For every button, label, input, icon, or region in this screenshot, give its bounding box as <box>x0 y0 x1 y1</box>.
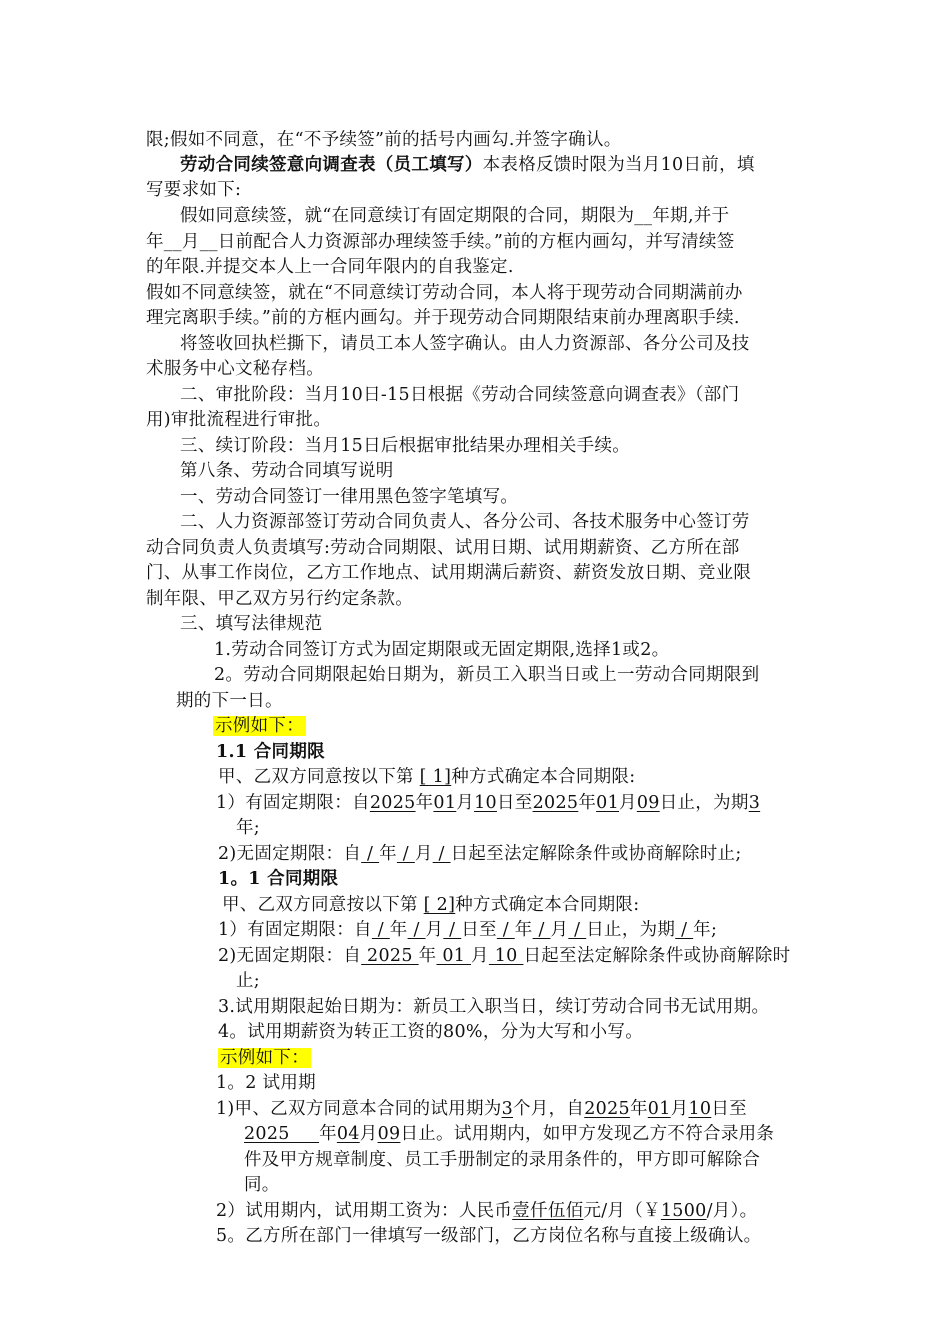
example-line: 1）有固定期限：自2025年01月10日至2025年01月09日止，为期3 <box>216 793 761 813</box>
paragraph-line: 限;假如不同意，在“不予续签”前的括号内画勾.并签字确认。 <box>146 130 622 150</box>
rule-item: 5。乙方所在部门一律填写一级部门，乙方岗位名称与直接上级确认。 <box>216 1226 762 1246</box>
example-line: 2）试用期内，试用期工资为：人民币壹仟伍佰元/月（￥1500/月）。 <box>216 1201 758 1221</box>
section-heading: 三、填写法律规范 <box>180 614 323 634</box>
example-line: 2)无固定期限：自 2025 年 01 月 10 日起至法定解除条件或协商解除时 <box>218 946 791 966</box>
paragraph-line: 动合同负责人负责填写:劳动合同期限、试用日期、试用期薪资、乙方所在部 <box>146 538 740 558</box>
example-label: 示例如下： <box>215 716 304 736</box>
example-line: 1）有固定期限：自 / 年 / 月 / 日至 / 年 / 月 / 日止，为期 / 年; <box>218 920 718 940</box>
rule-item: 2。劳动合同期限起始日期为，新员工入职当日或上一劳动合同期限到 <box>214 665 760 685</box>
paragraph-line: 年__月__日前配合人力资源部办理续签手续。”前的方框内画勾，并写清续签 <box>146 232 735 252</box>
example-clause-title: 1。2 试用期 <box>216 1073 316 1093</box>
example-clause-title: 1。1 合同期限 <box>218 869 339 889</box>
paragraph-line: 二、审批阶段：当月10日-15日根据《劳动合同续签意向调查表》（部门 <box>180 385 740 405</box>
paragraph-line: 术服务中心文秘存档。 <box>146 359 324 379</box>
paragraph-line: 理完离职手续。”前的方框内画勾。并于现劳动合同期限结束前办理离职手续. <box>146 308 740 328</box>
example-clause-title: 1.1 合同期限 <box>216 742 325 762</box>
paragraph-line: 三、续订阶段：当月15日后根据审批结果办理相关手续。 <box>180 436 631 456</box>
paragraph-line: 用)审批流程进行审批。 <box>146 410 332 430</box>
article-heading: 第八条、劳动合同填写说明 <box>180 461 394 481</box>
paragraph-line: 一、劳动合同签订一律用黑色签字笔填写。 <box>180 487 519 507</box>
example-line: 止; <box>236 971 260 991</box>
survey-form-title: 劳动合同续签意向调查表（员工填写） <box>180 155 483 175</box>
paragraph-line: 的年限.并提交本人上一合同年限内的自我鉴定. <box>146 257 514 277</box>
example-line: 1)甲、乙双方同意本合同的试用期为3个月，自2025年01月10日至 <box>216 1099 747 1119</box>
example-line: 件及甲方规章制度、员工手册制定的录用条件的，甲方即可解除合 <box>244 1150 761 1170</box>
paragraph-line: 假如同意续签，就“在同意续订有固定期限的合同，期限为__年期,并于 <box>180 206 730 226</box>
rule-item: 3.试用期限起始日期为：新员工入职当日，续订劳动合同书无试用期。 <box>218 997 770 1017</box>
paragraph-line: 门、从事工作岗位，乙方工作地点、试用期满后薪资、薪资发放日期、竞业限 <box>146 563 752 583</box>
paragraph-line: 劳动合同续签意向调查表（员工填写）本表格反馈时限为当月10日前，填 <box>180 155 755 175</box>
rule-item: 期的下一日。 <box>176 691 283 711</box>
paragraph-line: 制年限、甲乙双方另行约定条款。 <box>146 589 413 609</box>
paragraph-line: 写要求如下: <box>146 180 242 200</box>
rule-item: 1.劳动合同签订方式为固定期限或无固定期限,选择1或2。 <box>214 640 670 660</box>
example-line: 年; <box>236 818 260 838</box>
example-line: 2025 年04月09日止。试用期内，如甲方发现乙方不符合录用条 <box>244 1124 775 1144</box>
paragraph-line: 假如不同意续签，就在“不同意续订劳动合同，本人将于现劳动合同期满前办 <box>146 283 743 303</box>
example-line: 同。 <box>244 1175 280 1195</box>
paragraph-line: 二、人力资源部签订劳动合同负责人、各分公司、各技术服务中心签订劳 <box>180 512 750 532</box>
example-line: 甲、乙双方同意按以下第 [ 1]种方式确定本合同期限: <box>218 767 636 787</box>
example-line: 2)无固定期限：自 / 年 / 月 / 日起至法定解除条件或协商解除时止; <box>218 844 742 864</box>
example-line: 甲、乙双方同意按以下第 [ 2]种方式确定本合同期限: <box>222 895 640 915</box>
rule-item: 4。试用期薪资为转正工资的80%，分为大写和小写。 <box>218 1022 644 1042</box>
example-label: 示例如下： <box>220 1048 309 1068</box>
paragraph-line: 将签收回执栏撕下，请员工本人签字确认。由人力资源部、各分公司及技 <box>180 334 750 354</box>
